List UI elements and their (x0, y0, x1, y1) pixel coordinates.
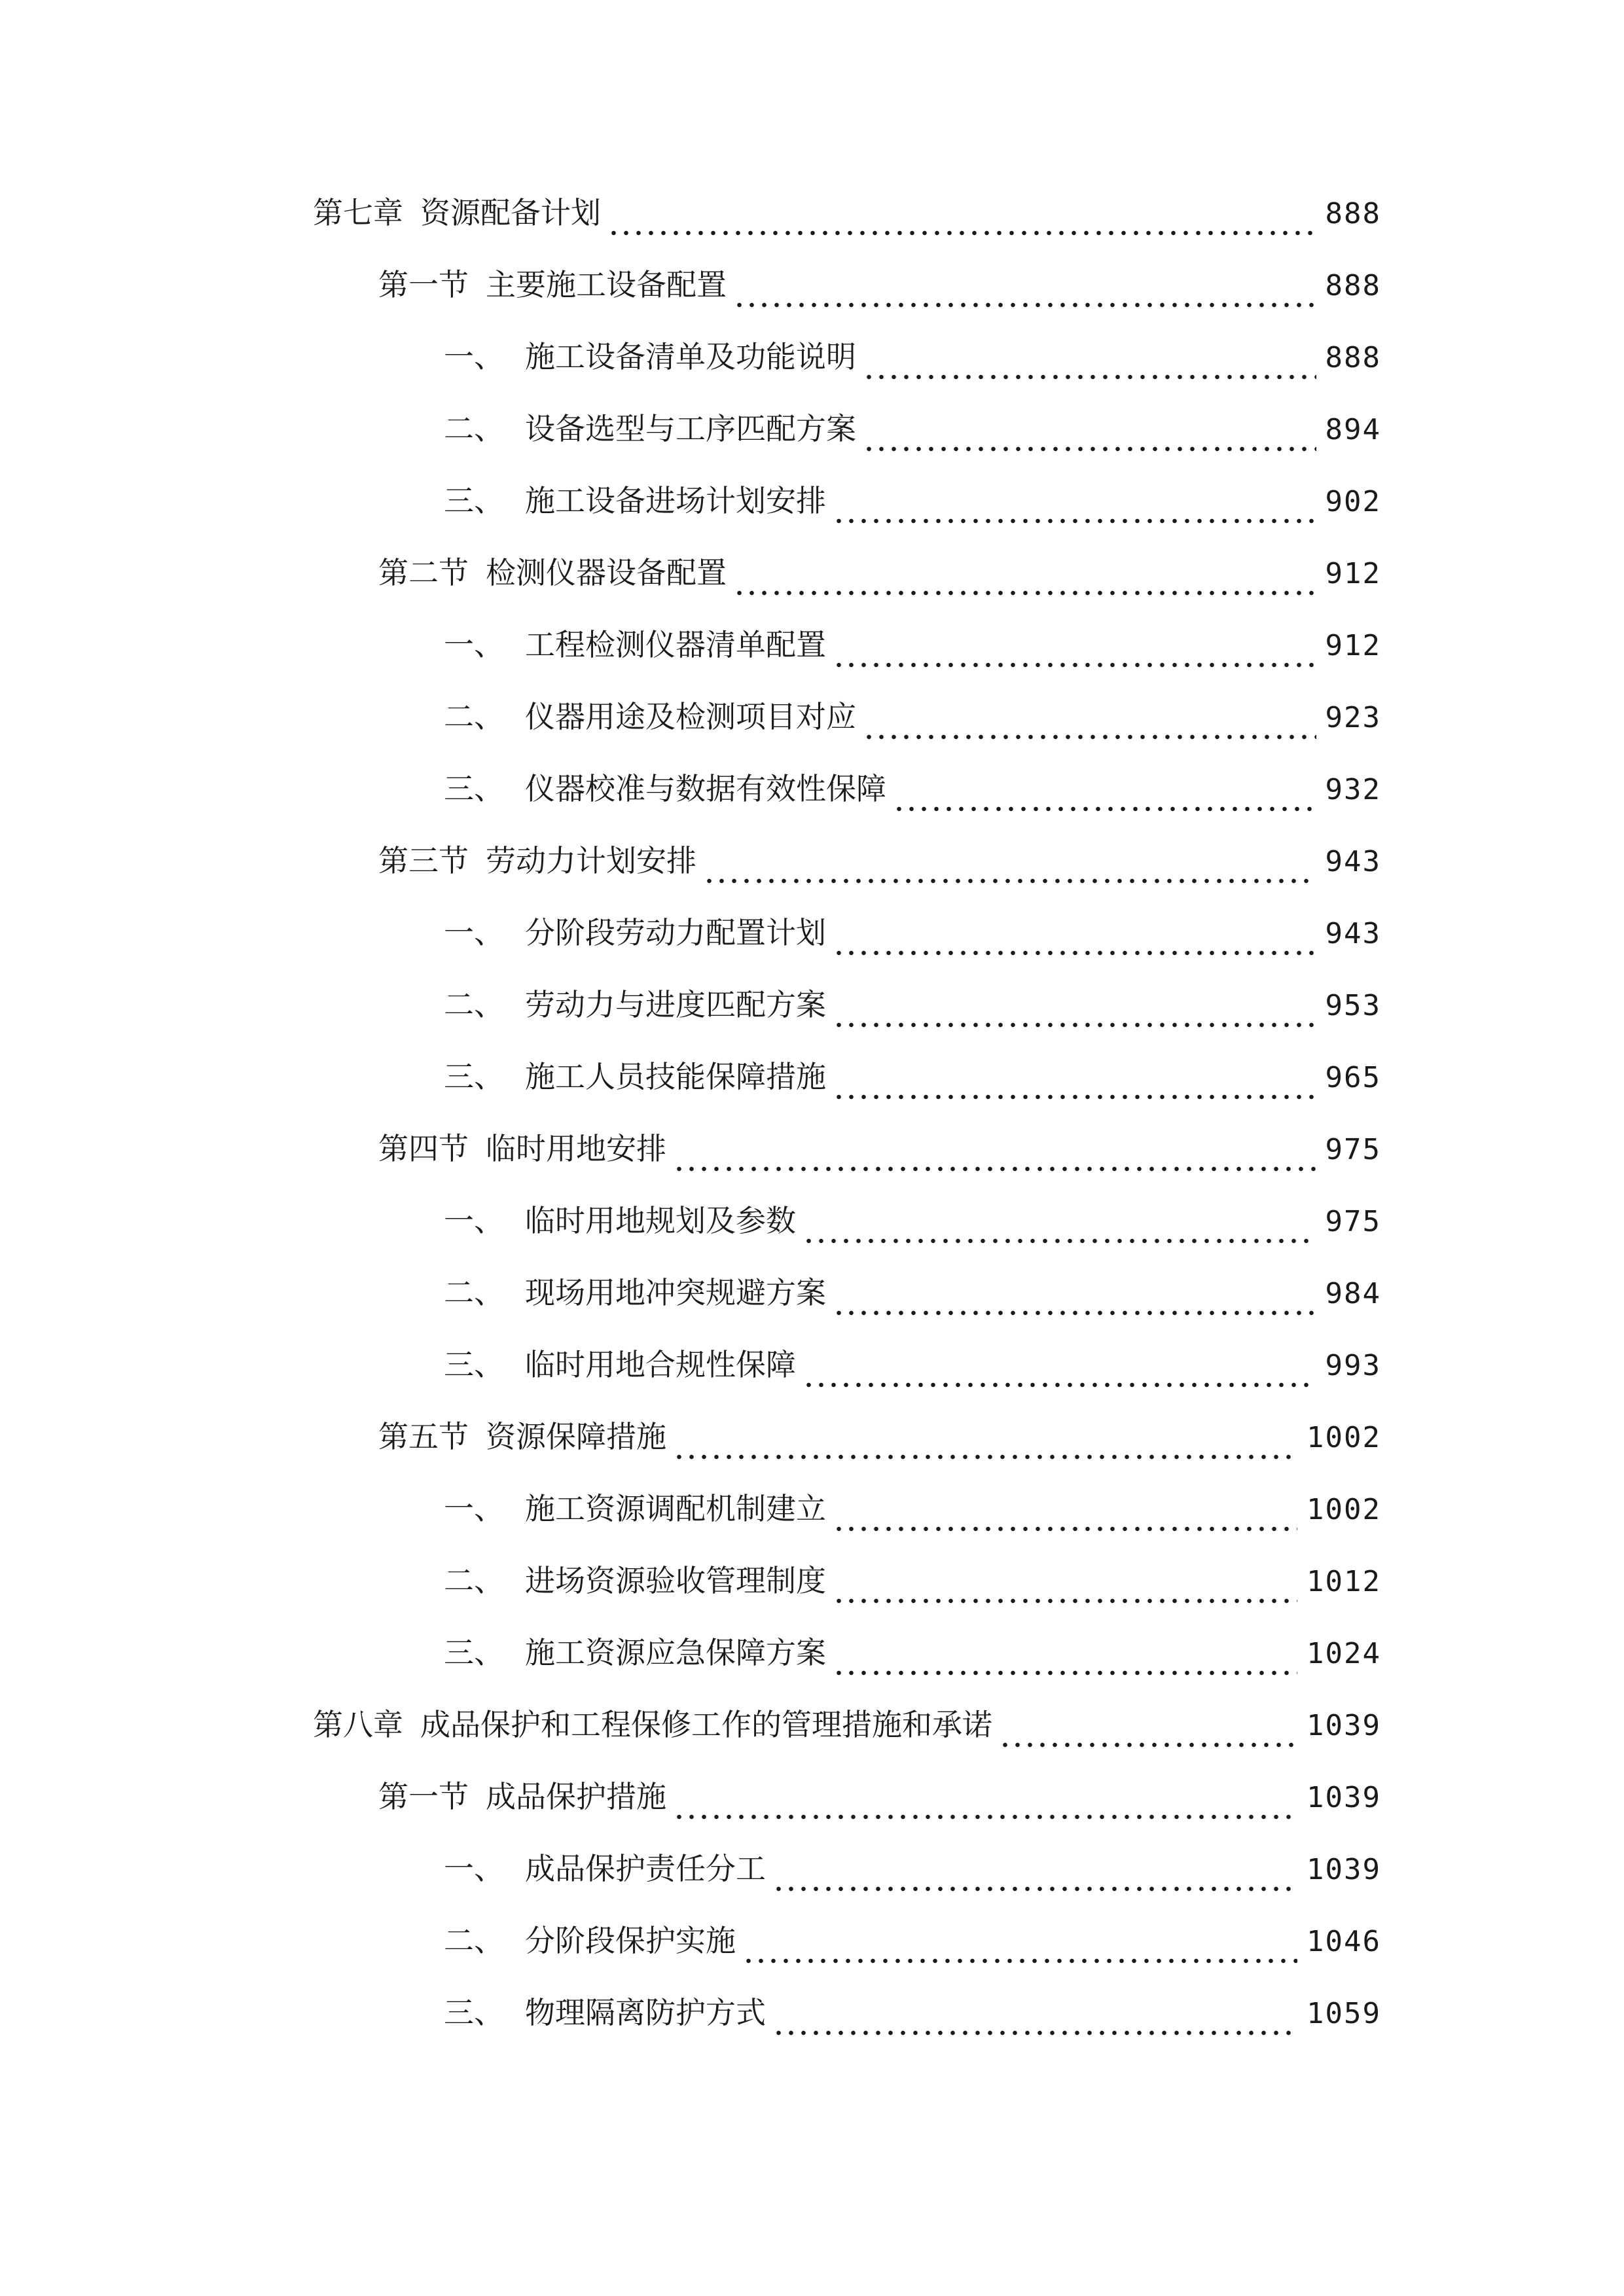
toc-entry-title: 施工资源应急保障方案 (525, 1635, 826, 1670)
toc-entry[interactable] (313, 1270, 1381, 1342)
toc-entry[interactable] (313, 406, 1381, 478)
toc-entry-page-number: 993 (1325, 1349, 1381, 1382)
toc-entry-page-number: 965 (1325, 1061, 1381, 1094)
toc-entry-page-number: 888 (1325, 341, 1381, 374)
toc-entry-page-number: 975 (1325, 1205, 1381, 1238)
toc-entry-title: 物理隔离防护方式 (525, 1995, 766, 2030)
dot-leader (833, 950, 1316, 956)
table-of-contents (313, 190, 1381, 2062)
dot-leader (733, 302, 1316, 308)
dot-leader (863, 374, 1316, 380)
toc-entry-number: 第三节 (378, 843, 469, 878)
toc-entry-page-number: 1046 (1307, 1925, 1381, 1958)
toc-entry-title: 仪器校准与数据有效性保障 (525, 771, 886, 806)
toc-entry[interactable] (313, 334, 1381, 406)
toc-entry-page-number: 943 (1325, 917, 1381, 950)
toc-entry-number: 一、 (444, 1203, 504, 1238)
toc-entry-number: 一、 (444, 339, 504, 374)
toc-entry-number: 三、 (444, 1347, 504, 1382)
toc-entry-title: 工程检测仪器清单配置 (525, 627, 826, 662)
toc-entry-page-number: 912 (1325, 557, 1381, 590)
toc-entry[interactable] (313, 766, 1381, 838)
dot-leader (833, 1670, 1297, 1676)
toc-entry[interactable] (313, 1126, 1381, 1198)
dot-leader (703, 878, 1316, 884)
toc-entry[interactable] (313, 262, 1381, 334)
toc-entry[interactable] (313, 478, 1381, 550)
toc-entry-number: 二、 (444, 1563, 504, 1598)
toc-entry-number: 第一节 (378, 267, 469, 302)
toc-entry-title: 临时用地合规性保障 (525, 1347, 796, 1382)
toc-entry-page-number: 1039 (1307, 1781, 1381, 1814)
toc-entry-title: 施工人员技能保障措施 (525, 1059, 826, 1094)
toc-entry-page-number: 943 (1325, 845, 1381, 878)
toc-entry-title: 检测仪器设备配置 (486, 555, 727, 590)
toc-entry-page-number: 888 (1325, 269, 1381, 302)
toc-entry-page-number: 1039 (1307, 1853, 1381, 1886)
toc-entry-title: 劳动力计划安排 (486, 843, 696, 878)
toc-entry[interactable] (313, 1774, 1381, 1846)
toc-entry-number: 二、 (444, 987, 504, 1022)
toc-entry-number: 第二节 (378, 555, 469, 590)
toc-entry[interactable] (313, 1414, 1381, 1486)
dot-leader (863, 734, 1316, 740)
dot-leader (863, 446, 1316, 452)
toc-entry[interactable] (313, 1630, 1381, 1702)
toc-entry-number: 二、 (444, 411, 504, 446)
toc-entry-number: 一、 (444, 1491, 504, 1526)
toc-entry-number: 一、 (444, 915, 504, 950)
toc-entry-number: 第四节 (378, 1131, 469, 1166)
toc-entry-title: 施工设备清单及功能说明 (525, 339, 856, 374)
toc-entry-title: 主要施工设备配置 (486, 267, 727, 302)
toc-entry[interactable] (313, 1918, 1381, 1990)
toc-entry-page-number: 1039 (1307, 1709, 1381, 1742)
toc-entry-page-number: 888 (1325, 197, 1381, 230)
toc-entry-page-number: 912 (1325, 629, 1381, 662)
toc-entry-title: 施工资源调配机制建立 (525, 1491, 826, 1526)
toc-entry-number: 一、 (444, 1851, 504, 1886)
toc-entry-number: 第一节 (378, 1779, 469, 1814)
toc-entry-number: 三、 (444, 1995, 504, 2030)
toc-entry-page-number: 932 (1325, 773, 1381, 806)
toc-entry-number: 第七章 (313, 195, 403, 230)
toc-entry-number: 二、 (444, 699, 504, 734)
toc-entry[interactable] (313, 1198, 1381, 1270)
toc-entry[interactable] (313, 622, 1381, 694)
toc-entry[interactable] (313, 1846, 1381, 1918)
dot-leader (833, 1094, 1316, 1100)
toc-entry-number: 三、 (444, 771, 504, 806)
toc-entry[interactable] (313, 910, 1381, 982)
dot-leader (772, 2030, 1297, 2036)
toc-entry[interactable] (313, 1342, 1381, 1414)
toc-entry[interactable] (313, 1558, 1381, 1630)
toc-entry-page-number: 1002 (1307, 1421, 1381, 1454)
dot-leader (833, 1310, 1316, 1316)
toc-entry-title: 资源配备计划 (420, 195, 601, 230)
toc-entry[interactable] (313, 1486, 1381, 1558)
toc-entry-title: 成品保护措施 (486, 1779, 666, 1814)
toc-entry[interactable] (313, 1990, 1381, 2062)
toc-entry-title: 资源保障措施 (486, 1419, 666, 1454)
toc-entry-title: 成品保护责任分工 (525, 1851, 766, 1886)
toc-entry-page-number: 894 (1325, 413, 1381, 446)
dot-leader (607, 230, 1316, 236)
toc-entry[interactable] (313, 694, 1381, 766)
dot-leader (733, 590, 1316, 596)
dot-leader (833, 1598, 1297, 1604)
toc-entry-title: 现场用地冲突规避方案 (525, 1275, 826, 1310)
dot-leader (673, 1454, 1297, 1460)
toc-entry-number: 三、 (444, 1635, 504, 1670)
dot-leader (772, 1886, 1297, 1892)
toc-entry[interactable] (313, 838, 1381, 910)
toc-entry-title: 施工设备进场计划安排 (525, 483, 826, 518)
toc-entry-page-number: 1024 (1307, 1637, 1381, 1670)
dot-leader (803, 1238, 1316, 1244)
dot-leader (833, 1526, 1297, 1532)
toc-entry-title: 进场资源验收管理制度 (525, 1563, 826, 1598)
dot-leader (833, 518, 1316, 524)
dot-leader (673, 1166, 1316, 1172)
toc-entry-page-number: 953 (1325, 989, 1381, 1022)
toc-entry-number: 二、 (444, 1275, 504, 1310)
dot-leader (742, 1958, 1297, 1964)
toc-entry-title: 仪器用途及检测项目对应 (525, 699, 856, 734)
toc-entry[interactable] (313, 1702, 1381, 1774)
toc-entry-title: 临时用地规划及参数 (525, 1203, 796, 1238)
toc-entry-page-number: 1059 (1307, 1997, 1381, 2030)
toc-entry[interactable] (313, 190, 1381, 262)
dot-leader (803, 1382, 1316, 1388)
toc-entry-title: 临时用地安排 (486, 1131, 666, 1166)
dot-leader (999, 1742, 1297, 1748)
toc-entry-page-number: 975 (1325, 1133, 1381, 1166)
toc-entry-title: 分阶段保护实施 (525, 1923, 736, 1958)
dot-leader (833, 1022, 1316, 1028)
toc-entry-number: 三、 (444, 483, 504, 518)
toc-entry-number: 第五节 (378, 1419, 469, 1454)
toc-entry-page-number: 1012 (1307, 1565, 1381, 1598)
dot-leader (673, 1814, 1297, 1820)
toc-entry-page-number: 984 (1325, 1277, 1381, 1310)
toc-entry-page-number: 1002 (1307, 1493, 1381, 1526)
toc-entry-number: 二、 (444, 1923, 504, 1958)
toc-entry-page-number: 902 (1325, 485, 1381, 518)
toc-entry-title: 成品保护和工程保修工作的管理措施和承诺 (420, 1707, 992, 1742)
toc-entry-title: 劳动力与进度匹配方案 (525, 987, 826, 1022)
toc-entry-title: 设备选型与工序匹配方案 (525, 411, 856, 446)
toc-entry[interactable] (313, 550, 1381, 622)
toc-entry[interactable] (313, 1054, 1381, 1126)
toc-entry-number: 第八章 (313, 1707, 403, 1742)
dot-leader (833, 662, 1316, 668)
toc-entry-title: 分阶段劳动力配置计划 (525, 915, 826, 950)
toc-entry-number: 一、 (444, 627, 504, 662)
toc-entry[interactable] (313, 982, 1381, 1054)
toc-entry-page-number: 923 (1325, 701, 1381, 734)
dot-leader (893, 806, 1316, 812)
toc-entry-number: 三、 (444, 1059, 504, 1094)
